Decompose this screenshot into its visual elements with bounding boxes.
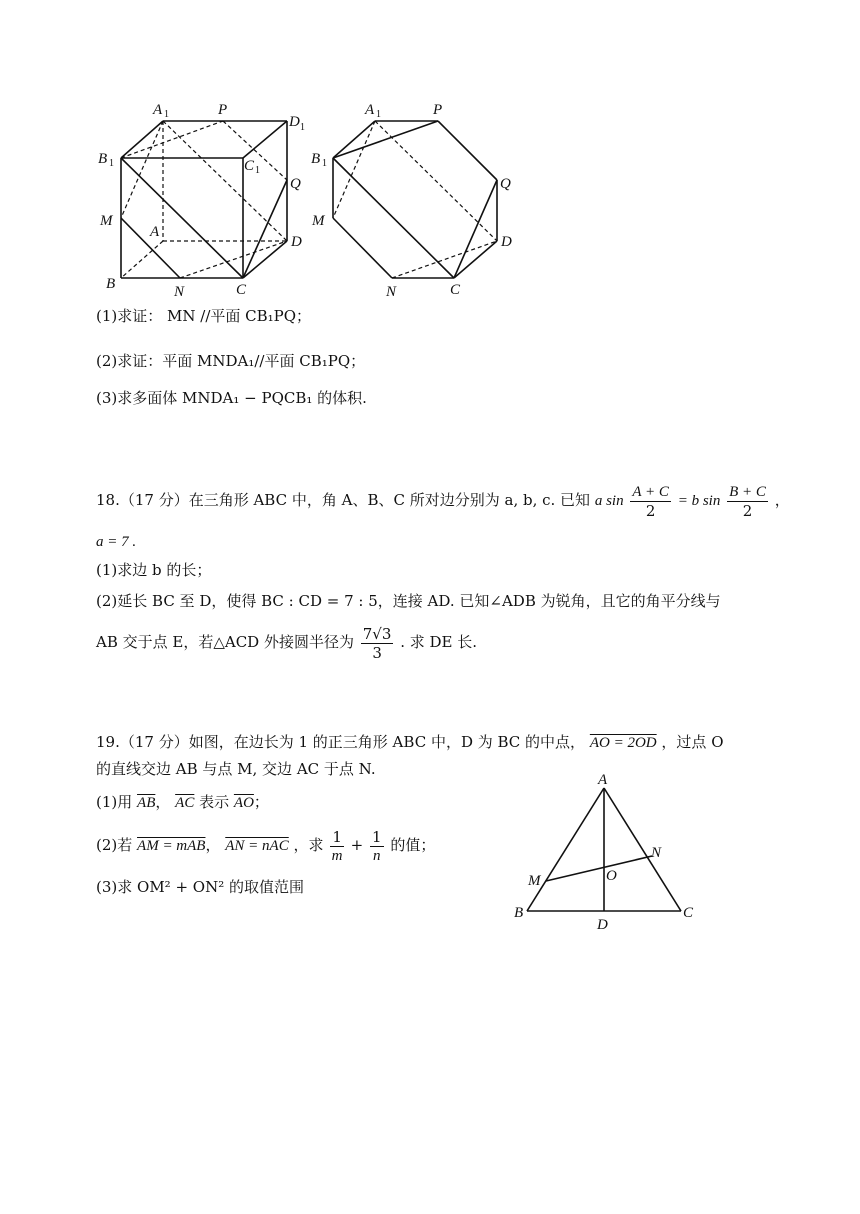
q18-frac3: $\frac{7√3}{3}$	[362, 624, 392, 662]
svg-text:C: C	[450, 282, 461, 298]
svg-text:A: A	[153, 102, 163, 118]
svg-text:C: C	[683, 905, 694, 921]
svg-text:1: 1	[109, 158, 114, 169]
q17-part3: (3)求多面体 MNDA₁ − PQCB₁ 的体积.	[96, 389, 367, 407]
q18-stem: 18.（17 分）在三角形 ABC 中，角 A、B、C 所对边分别为 a, b, c. 已知 a sin $\frac{A + C}{2}$ = b sin $\frac{B + C}{2}$ ，	[96, 483, 790, 520]
svg-text:C: C	[244, 158, 255, 174]
svg-text:N: N	[651, 845, 662, 861]
svg-text:P: P	[433, 102, 443, 118]
q18-eq-mid: = b sin	[677, 493, 721, 509]
svg-text:1: 1	[376, 109, 381, 120]
svg-text:A: A	[150, 224, 160, 240]
svg-text:B: B	[106, 276, 116, 292]
svg-text:P: P	[218, 102, 228, 118]
q18-a-value: a = 7 .	[96, 534, 137, 550]
svg-text:B: B	[98, 151, 108, 167]
svg-text:D: D	[289, 114, 300, 130]
svg-text:B: B	[514, 905, 524, 921]
triangle-figure	[505, 765, 705, 935]
q18-part2-b: AB 交于点 E，若△ACD 外接圆半径为 $\frac{7√3}{3}$ . 求 DE 长.	[96, 624, 478, 662]
svg-text:1: 1	[322, 158, 327, 169]
svg-text:M: M	[528, 873, 541, 889]
svg-text:N: N	[174, 284, 185, 300]
q17-part2: (2)求证：平面 MNDA₁//平面 CB₁PQ；	[96, 352, 366, 370]
svg-text:B: B	[311, 151, 321, 167]
cube-figure	[95, 95, 325, 305]
q18-eq-left: a sin	[594, 493, 624, 509]
svg-text:Q: Q	[290, 176, 301, 192]
q19-part1: (1)用 $\overline{AB}$， $\overline{AC}$ 表示 $\overline{AO}$；	[96, 793, 269, 811]
svg-text:M: M	[100, 213, 113, 229]
q18-part1: (1)求边 b 的长；	[96, 561, 212, 579]
q19-part2: (2)若 AM = mAB， AN = nAC ，求 $\frac{1}{m}$ + $\frac{1}{n}$ 的值；	[96, 827, 436, 864]
q18-stem-text: 18.（17 分）在三角形 ABC 中，角 A、B、C 所对边分别为 a, b, c. 已知	[96, 491, 591, 509]
svg-text:D: D	[291, 234, 302, 250]
svg-text:D: D	[501, 234, 512, 250]
q19-stem-a: 19.（17 分）如图，在边长为 1 的正三角形 ABC 中，D 为 BC 的中点， AO = 2OD ，过点 O	[96, 733, 724, 751]
svg-text:O: O	[606, 868, 617, 884]
q17-part1: (1)求证： MN //平面 CB₁PQ；	[96, 307, 312, 325]
svg-text:A: A	[598, 772, 608, 788]
q18-frac2: $\frac{B + C}{2}$	[729, 483, 766, 520]
q19-vector-eq: AO = 2OD	[589, 735, 657, 751]
svg-text:1: 1	[255, 165, 260, 176]
q18-frac1: $\frac{A + C}{2}$	[632, 483, 669, 520]
svg-text:A: A	[365, 102, 375, 118]
svg-text:Q: Q	[500, 176, 511, 192]
svg-text:D: D	[597, 917, 608, 933]
q19-part3: (3)求 OM² + ON² 的取值范围	[96, 878, 304, 896]
svg-text:1: 1	[300, 122, 305, 133]
svg-text:M: M	[312, 213, 325, 229]
svg-text:1: 1	[164, 109, 169, 120]
q18-part2-a: (2)延长 BC 至 D，使得 BC : CD = 7 : 5，连接 AD. 已知∠ADB 为锐角，且它的角平分线与	[96, 592, 721, 610]
svg-text:C: C	[236, 282, 247, 298]
svg-text:N: N	[386, 284, 397, 300]
q19-stem-b: 的直线交边 AB 与点 M, 交边 AC 于点 N.	[96, 760, 376, 778]
polyhedron-figure	[305, 95, 530, 305]
